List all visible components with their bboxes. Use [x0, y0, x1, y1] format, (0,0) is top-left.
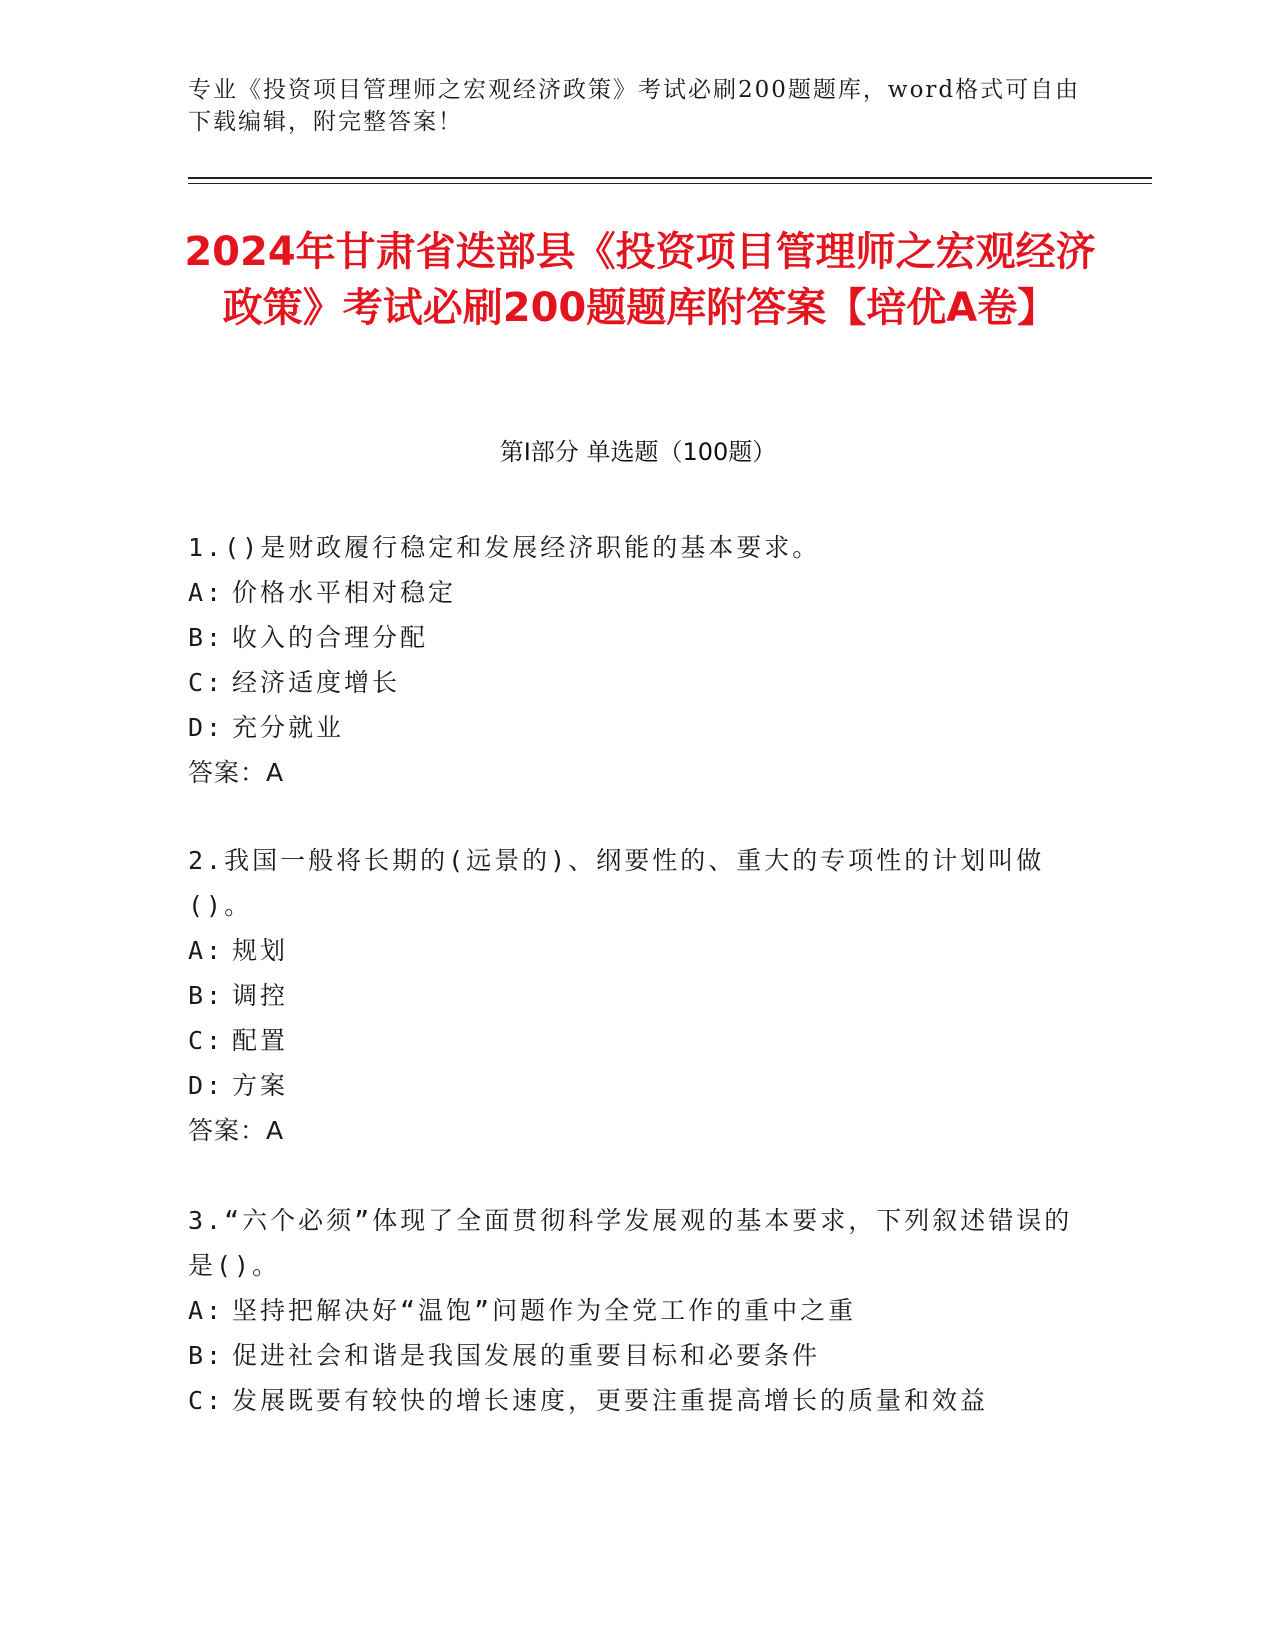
- option-key: B:: [188, 1341, 225, 1370]
- option-key: A:: [188, 578, 225, 607]
- option-b: [188, 973, 1088, 1018]
- option-key: B:: [188, 623, 225, 652]
- header-rule-thin: [188, 183, 1152, 184]
- option-a: [188, 1288, 1088, 1333]
- option-c: [188, 660, 1088, 705]
- option-key: A:: [188, 1296, 225, 1325]
- option-text: 充分就业: [232, 713, 345, 742]
- option-a: [188, 570, 1088, 615]
- option-b: [188, 1333, 1088, 1378]
- document-title: 2024年甘肃省迭部县《投资项目管理师之宏观经济政策》考试必刷200题题库附答案【培优A卷】: [184, 229, 1096, 331]
- option-text: 经济适度增长: [232, 668, 401, 697]
- option-text: 促进社会和谐是我国发展的重要目标和必要条件: [232, 1341, 821, 1370]
- option-text: 发展既要有较快的增长速度，更要注重提高增长的质量和效益: [232, 1386, 989, 1415]
- question-2: [188, 838, 1088, 1153]
- answer-line: 答案：A: [188, 1116, 285, 1145]
- header-note: 专业《投资项目管理师之宏观经济政策》考试必刷200题题库，word格式可自由下载编辑，附完整答案！: [188, 77, 1081, 135]
- option-text: 规划: [232, 936, 289, 965]
- option-key: B:: [188, 981, 225, 1010]
- question-stem: 2.我国一般将长期的(远景的)、纲要性的、重大的专项性的计划叫做()。: [188, 846, 1045, 920]
- option-text: 价格水平相对稳定: [232, 578, 457, 607]
- option-d: [188, 705, 1088, 750]
- answer-line: 答案：A: [188, 758, 285, 787]
- option-key: D:: [188, 1071, 225, 1100]
- option-b: [188, 615, 1088, 660]
- option-text: 配置: [232, 1026, 289, 1055]
- section-title: 第I部分 单选题（100题）: [499, 438, 777, 466]
- option-a: [188, 928, 1088, 973]
- question-stem: 3.“六个必须”体现了全面贯彻科学发展观的基本要求，下列叙述错误的是()。: [188, 1206, 1073, 1280]
- option-key: C:: [188, 1026, 225, 1055]
- option-text: 收入的合理分配: [232, 623, 429, 652]
- question-1: [188, 525, 1088, 795]
- option-key: C:: [188, 668, 225, 697]
- option-c: [188, 1018, 1088, 1063]
- option-d: [188, 1063, 1088, 1108]
- option-text: 方案: [232, 1071, 289, 1100]
- question-3: [188, 1198, 1088, 1423]
- option-key: C:: [188, 1386, 225, 1415]
- header-rule-thick: [188, 177, 1152, 179]
- option-key: A:: [188, 936, 225, 965]
- option-key: D:: [188, 713, 225, 742]
- question-stem: 1.()是财政履行稳定和发展经济职能的基本要求。: [188, 533, 821, 562]
- option-text: 坚持把解决好“温饱”问题作为全党工作的重中之重: [232, 1296, 857, 1325]
- option-text: 调控: [232, 981, 289, 1010]
- option-c: [188, 1378, 1088, 1423]
